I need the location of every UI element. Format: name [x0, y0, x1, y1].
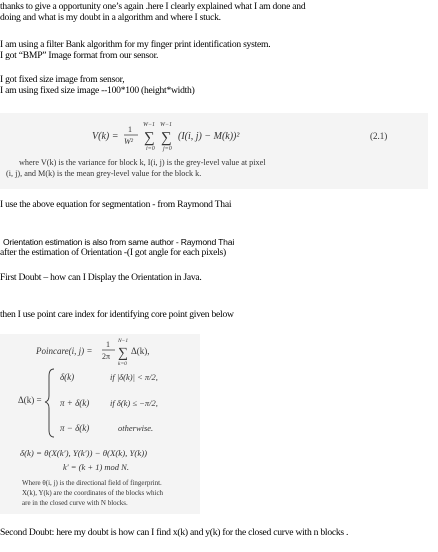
eq1-sum-j: ∑ — [161, 130, 172, 146]
intro-line-1: thanks to give a opportunity one’s again .here I clearly explained what I am done and — [0, 1, 306, 12]
eq1-frac-den: W² — [124, 137, 134, 146]
eq2-delta-def: δ(k) = θ(X(k′), Y(k′)) − θ(X(k), Y(k)) — [20, 448, 148, 458]
orientation-note: Orientation estimation is also from same author - Raymond Thai — [3, 237, 235, 247]
eq2-note-3: are in the closed curve with N blocks. — [22, 499, 128, 507]
filter-line-1: I am using a filter Bank algorithm for my finger print identification system. — [0, 39, 271, 50]
eq2-sum-top: N−1 — [118, 338, 129, 344]
eq1-sum-top-i: W−1 — [143, 122, 156, 128]
eq1-body: (I(i, j) − M(k))² — [178, 131, 240, 142]
eq2-case2-val: π + δ(k) — [60, 398, 90, 408]
fixed-size-line-2: I am using fixed size image --100*100 (height*width) — [0, 85, 195, 96]
eq2-poincare-lhs: Poincare(i, j) = — [36, 346, 93, 356]
eq1-caption-1: where V(k) is the variance for block k, I(i, j) is the grey-level value at pixel — [19, 158, 266, 167]
segmentation-note: I use the above equation for segmentation - from Raymond Thai — [0, 199, 232, 210]
eq1-sum-i: ∑ — [144, 130, 155, 146]
eq2-k-prime: k′ = (k + 1) mod N. — [63, 462, 129, 472]
eq1-lhs: V(k) = — [92, 131, 119, 142]
eq2-frac-num: 1 — [106, 340, 110, 349]
poincare-equation-image — [0, 334, 200, 514]
second-doubt: Second Doubt: here my doubt is how can I find x(k) and y(k) for the closed curve with n blocks . — [0, 527, 349, 538]
eq2-frac-den: 2π — [102, 352, 111, 361]
eq2-poincare-body: Δ(k), — [131, 346, 150, 356]
eq2-note-2: X(k), Y(k) are the coordinates of the blocks which — [22, 489, 164, 497]
eq1-sum-bottom-i: i=0 — [146, 146, 155, 152]
eq2-sum: ∑ — [118, 346, 128, 361]
eq2-case1-val: δ(k) — [60, 372, 75, 382]
eq2-note-1: Where θ(i, j) is the directional field of fingerprint. — [22, 479, 162, 487]
eq1-frac-num: 1 — [128, 125, 132, 134]
eq1-caption-2: (i, j), and M(k) is the mean grey-level value for the block k. — [6, 169, 202, 178]
first-doubt: First Doubt – how can I Display the Orientation in Java. — [0, 272, 202, 283]
fixed-size-line-1: I got fixed size image from sensor, — [0, 74, 125, 85]
eq2-delta-lhs: Δ(k) = — [18, 395, 42, 405]
eq1-sum-bottom-j: j=0 — [163, 146, 172, 152]
filter-line-2: I got “BMP” Image format from our sensor. — [0, 50, 159, 61]
eq2-sum-bottom: k=0 — [118, 361, 127, 367]
eq2-case3-val: π − δ(k) — [60, 423, 90, 433]
eq1-number: (2.1) — [370, 131, 388, 141]
eq2-case2-cond: if δ(k) ≤ −π/2, — [110, 398, 158, 408]
intro-line-2: doing and what is my doubt in a algorithm and where I stuck. — [0, 12, 221, 23]
eq2-case3-cond: otherwise. — [118, 423, 154, 433]
eq2-case1-cond: if |δ(k)| < π/2, — [110, 372, 158, 382]
variance-equation-image — [0, 113, 428, 189]
eq1-sum-top-j: W−1 — [160, 122, 173, 128]
poincare-intro: then I use point care index for identifying core point given below — [0, 309, 234, 320]
orientation-line-2: after the estimation of Orientation -(I got angle for each pixels) — [0, 247, 226, 258]
